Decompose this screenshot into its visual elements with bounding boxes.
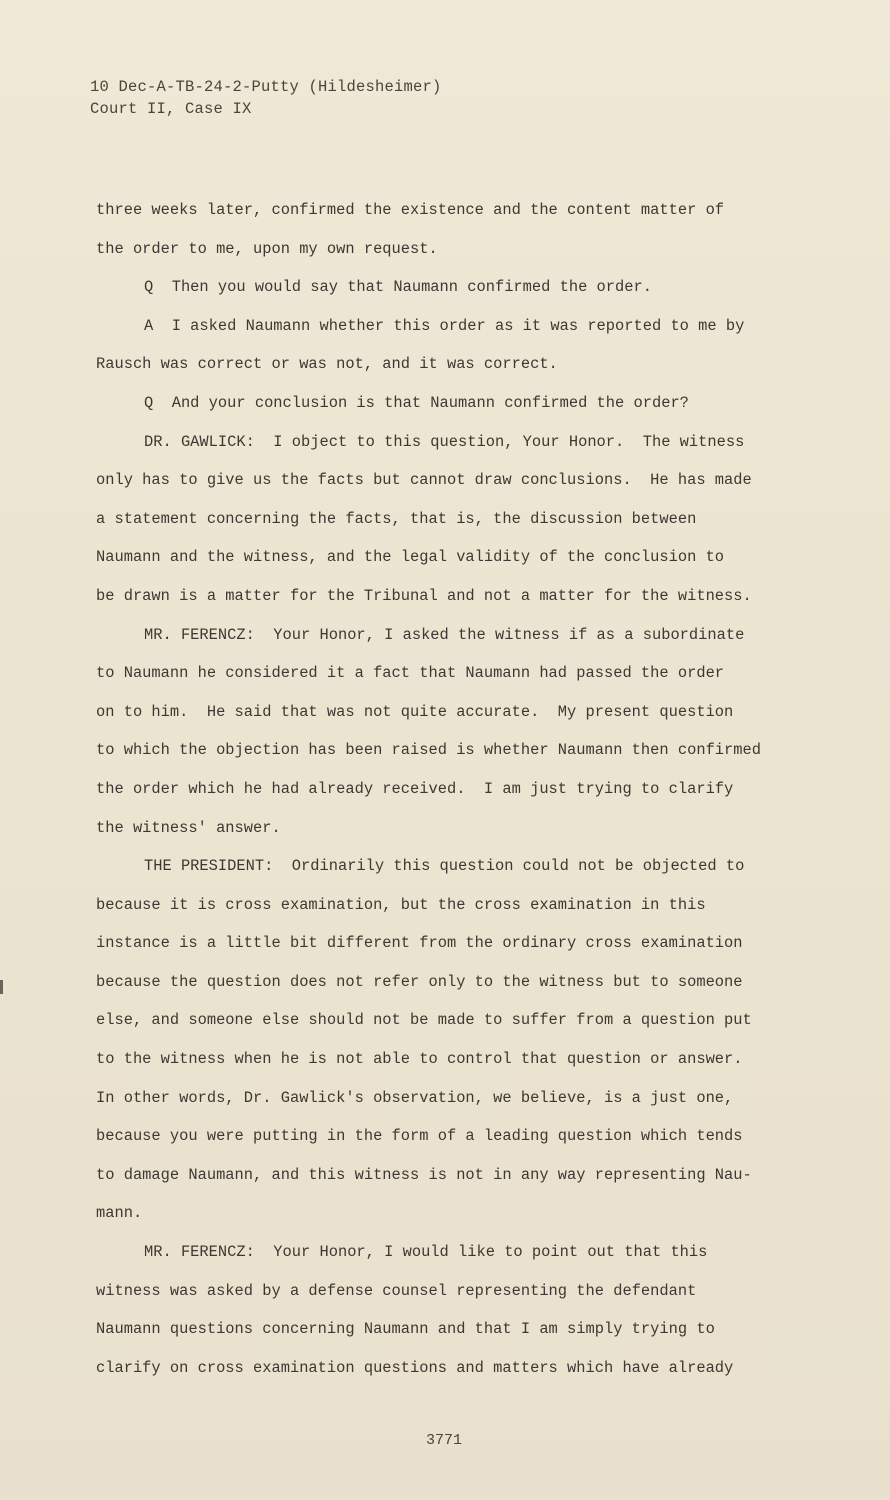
transcript-line: the order to me, upon my own request. [96, 239, 438, 258]
header-court-line: Court II, Case IX [90, 100, 252, 118]
transcript-line: because you were putting in the form of a leading question which tends [96, 1127, 743, 1146]
transcript-line: because it is cross examination, but the cross examination in this [96, 895, 706, 914]
transcript-line: instance is a little bit different from the ordinary cross examination [96, 934, 743, 953]
transcript-line: on to him. He said that was not quite accurate. My present question [96, 702, 734, 721]
document-header [90, 76, 442, 120]
transcript-line: be drawn is a matter for the Tribunal and not a matter for the witness. [96, 586, 752, 605]
transcript-line: In other words, Dr. Gawlick's observation, we believe, is a just one, [96, 1088, 734, 1107]
transcript-line: MR. FERENCZ: Your Honor, I would like to point out that this [144, 1243, 708, 1262]
header-docket-line: 10 Dec-A-TB-24-2-Putty (Hildesheimer) [90, 78, 442, 96]
transcript-line: DR. GAWLICK: I object to this question, Your Honor. The witness [144, 432, 745, 451]
transcript-line: to the witness when he is not able to control that question or answer. [96, 1050, 743, 1069]
transcript-line: clarify on cross examination questions and matters which have already [96, 1358, 734, 1377]
transcript-line: to damage Naumann, and this witness is not in any way representing Nau- [96, 1165, 752, 1184]
transcript-line: mann. [96, 1204, 143, 1223]
transcript-line: to Naumann he considered it a fact that Naumann had passed the order [96, 664, 725, 683]
transcript-line: Naumann questions concerning Naumann and that I am simply trying to [96, 1320, 715, 1339]
transcript-line: only has to give us the facts but cannot draw conclusions. He has made [96, 471, 752, 490]
transcript-line: A I asked Naumann whether this order as it was reported to me by [144, 316, 745, 335]
transcript-line: witness was asked by a defense counsel representing the defendant [96, 1281, 697, 1300]
transcript-line: else, and someone else should not be made to suffer from a question put [96, 1011, 752, 1030]
transcript-line: because the question does not refer only to the witness but to someone [96, 972, 743, 991]
margin-mark [0, 980, 3, 994]
transcript-line: THE PRESIDENT: Ordinarily this question could not be objected to [144, 857, 745, 876]
transcript-line: to which the objection has been raised is whether Naumann then confirmed [96, 741, 761, 760]
transcript-line: Q Then you would say that Naumann confirmed the order. [144, 278, 652, 297]
transcript-line: the order which he had already received. I am just trying to clarify [96, 779, 734, 798]
transcript-line: three weeks later, confirmed the existence and the content matter of [96, 201, 725, 219]
transcript-line: Q And your conclusion is that Naumann confirmed the order? [144, 393, 689, 412]
transcript-body [96, 191, 796, 1387]
transcript-line: Rausch was correct or was not, and it was correct. [96, 355, 558, 374]
page-number: 3771 [426, 1432, 463, 1449]
transcript-line: Naumann and the witness, and the legal validity of the conclusion to [96, 548, 725, 567]
transcript-line: the witness' answer. [96, 818, 281, 837]
transcript-line: a statement concerning the facts, that is, the discussion between [96, 509, 697, 528]
transcript-line: MR. FERENCZ: Your Honor, I asked the witness if as a subordinate [144, 625, 745, 644]
